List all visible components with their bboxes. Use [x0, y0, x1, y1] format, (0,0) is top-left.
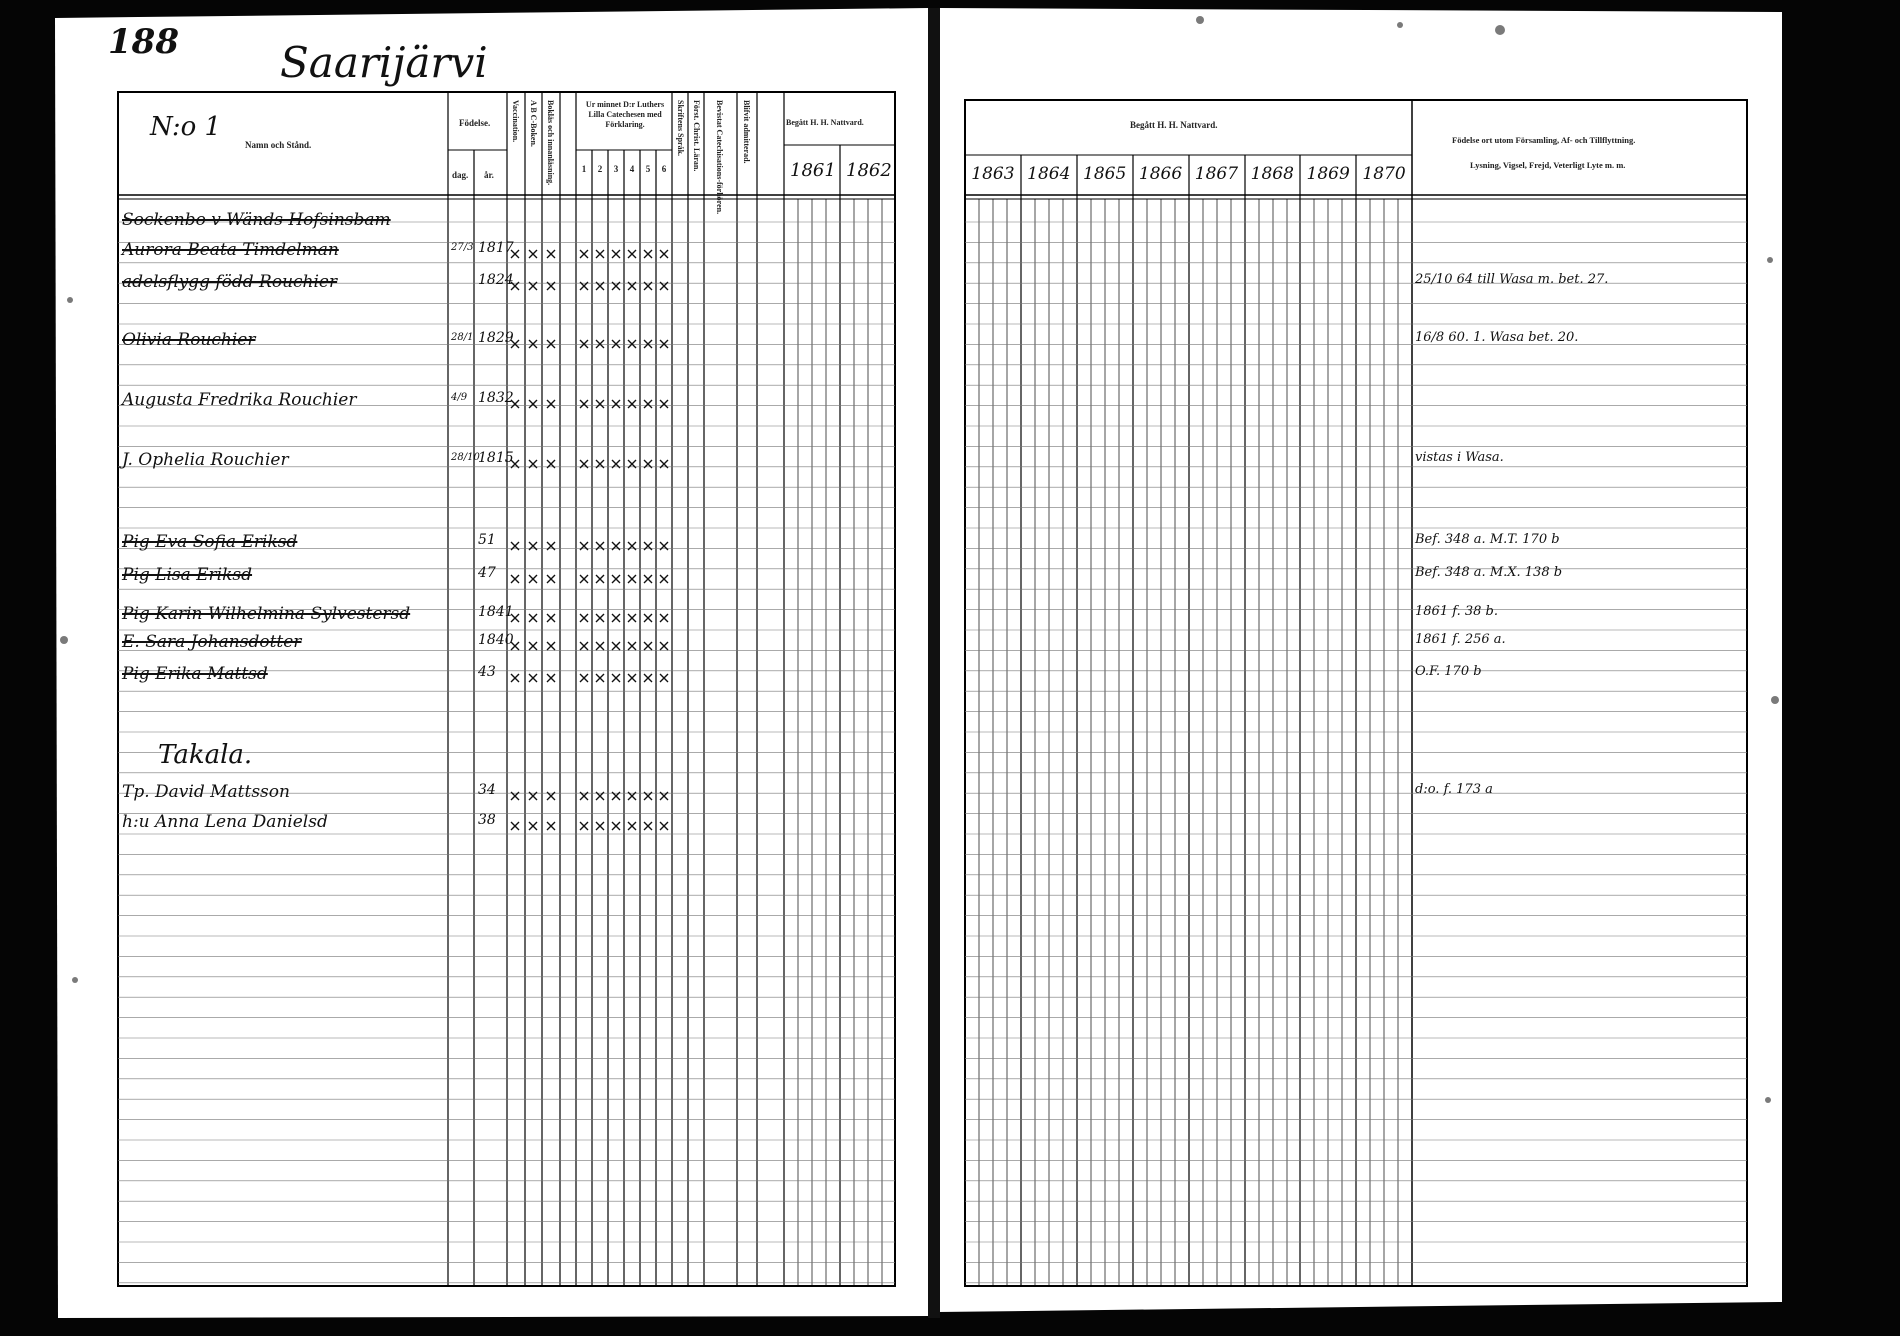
person-entry	[0, 532, 1900, 558]
remarks-header-2: Lysning, Vigsel, Frejd, Veterligt Lyte m. m.	[1470, 160, 1626, 170]
person-entry	[0, 390, 1900, 416]
person-entry	[0, 210, 1900, 236]
page-number: 188	[108, 22, 179, 62]
entry-birth-year: 1832	[478, 390, 514, 406]
confession-header: Skriftens Språk.	[676, 100, 685, 157]
communion-header-right: Begått H. H. Nattvard.	[1130, 120, 1218, 130]
person-entry	[0, 450, 1900, 476]
entry-name: adelsflygg född Rouchier	[122, 272, 338, 292]
entry-name: Augusta Fredrika Rouchier	[122, 390, 357, 410]
year-1868: 1868	[1250, 164, 1294, 184]
part-6: 6	[661, 164, 667, 174]
year-1865: 1865	[1083, 164, 1127, 184]
entry-birth-year: 1817	[478, 240, 514, 256]
catechism-header: Ur minnet D:r Luthers Lilla Catechesen med Förklaring.	[585, 100, 665, 129]
person-entry	[0, 240, 1900, 266]
part-1: 1	[581, 164, 587, 174]
entry-name: Takala.	[158, 740, 253, 770]
entry-birth-year: 51	[478, 532, 496, 548]
communion-years-right	[965, 164, 1412, 184]
catechism-parts	[576, 164, 672, 174]
communion-header-left: Begått H. H. Nattvard.	[786, 118, 864, 127]
entry-remark: 25/10 64 till Wasa m. bet. 27.	[1415, 272, 1609, 287]
entry-remark: O.F. 170 b	[1415, 664, 1482, 679]
birth-header: Födelse.	[459, 118, 491, 128]
entry-birth-year: 1829	[478, 330, 514, 346]
entry-name: Olivia Rouchier	[122, 330, 256, 350]
entry-name: h:u Anna Lena Danielsd	[122, 812, 328, 832]
admitted-header: Blifvit admitterad.	[742, 100, 751, 164]
entry-birth-day: 28/10	[451, 452, 480, 463]
day-header: dag.	[452, 170, 469, 180]
entry-name: Sockenbo v Wänds Hofsinsbam	[122, 210, 391, 230]
catechism-test-header: Bevistat Catechisations-förhören.	[715, 100, 724, 215]
entry-birth-day: 27/3	[451, 242, 474, 253]
person-entry	[0, 812, 1900, 838]
entry-name: Aurora Beata Timdelman	[122, 240, 339, 260]
year-1867: 1867	[1194, 164, 1239, 184]
vaccination-header: Vaccination.	[511, 100, 520, 143]
entry-name: Pig Karin Wilhelmina Sylvestersd	[122, 604, 411, 624]
year-1863: 1863	[971, 164, 1015, 184]
part-5: 5	[645, 164, 651, 174]
entry-birth-year: 1815	[478, 450, 514, 466]
person-entry	[0, 632, 1900, 658]
year-1870: 1870	[1362, 164, 1406, 184]
entry-remark: vistas i Wasa.	[1415, 450, 1504, 465]
entry-remark: Bef. 348 a. M.T. 170 b	[1415, 532, 1560, 547]
year-1866: 1866	[1138, 164, 1183, 184]
entry-remark: Bef. 348 a. M.X. 138 b	[1415, 565, 1563, 580]
person-entry	[0, 604, 1900, 630]
person-entry	[0, 272, 1900, 298]
entry-birth-year: 1824	[478, 272, 514, 288]
entry-number-header: N:o 1	[150, 112, 222, 142]
entry-birth-year: 43	[478, 664, 496, 680]
entry-birth-year: 38	[478, 812, 496, 828]
entry-birth-year: 1840	[478, 632, 514, 648]
person-entry	[0, 782, 1900, 808]
remarks-header-1: Födelse ort utom Församling, Af- och Tillflyttning.	[1452, 135, 1636, 145]
entry-name: J. Ophelia Rouchier	[122, 450, 289, 470]
part-2: 2	[597, 164, 603, 174]
person-entry	[0, 565, 1900, 591]
part-3: 3	[613, 164, 619, 174]
person-entry	[0, 330, 1900, 356]
homestead-heading	[0, 740, 1900, 770]
entry-birth-year: 47	[478, 565, 496, 581]
part-4: 4	[629, 164, 635, 174]
year-header: år.	[484, 170, 494, 180]
abc-header: A B C-Boken.	[529, 100, 538, 147]
entry-name: Pig Lisa Eriksd	[122, 565, 253, 585]
name-column-header: Namn och Stånd.	[245, 140, 312, 150]
entry-name: Pig Erika Mattsd	[122, 664, 268, 684]
reading-header: Bokläs och innanläsning.	[546, 100, 555, 186]
entry-name: Tp. David Mattsson	[122, 782, 290, 802]
year-1869: 1869	[1306, 164, 1350, 184]
person-entry	[0, 664, 1900, 690]
year-1864: 1864	[1027, 164, 1071, 184]
entry-name: E. Sara Johansdotter	[122, 632, 302, 652]
entry-remark: 16/8 60. 1. Wasa bet. 20.	[1415, 330, 1579, 345]
entry-name: Pig Eva Sofia Eriksd	[122, 532, 298, 552]
first-teaching-header: Först. Christ. Läran.	[692, 100, 701, 172]
entry-remark: d:o. f. 173 a	[1415, 782, 1493, 797]
entry-remark: 1861 f. 256 a.	[1415, 632, 1506, 647]
entry-birth-day: 28/1	[451, 332, 474, 343]
entry-birth-day: 4/9	[451, 392, 468, 403]
year-1862: 1862	[846, 160, 892, 181]
parish-name: Saarijärvi	[280, 38, 488, 87]
entry-birth-year: 34	[478, 782, 496, 798]
entry-remark: 1861 f. 38 b.	[1415, 604, 1498, 619]
year-1861: 1861	[790, 160, 836, 181]
entry-birth-year: 1841	[478, 604, 514, 620]
